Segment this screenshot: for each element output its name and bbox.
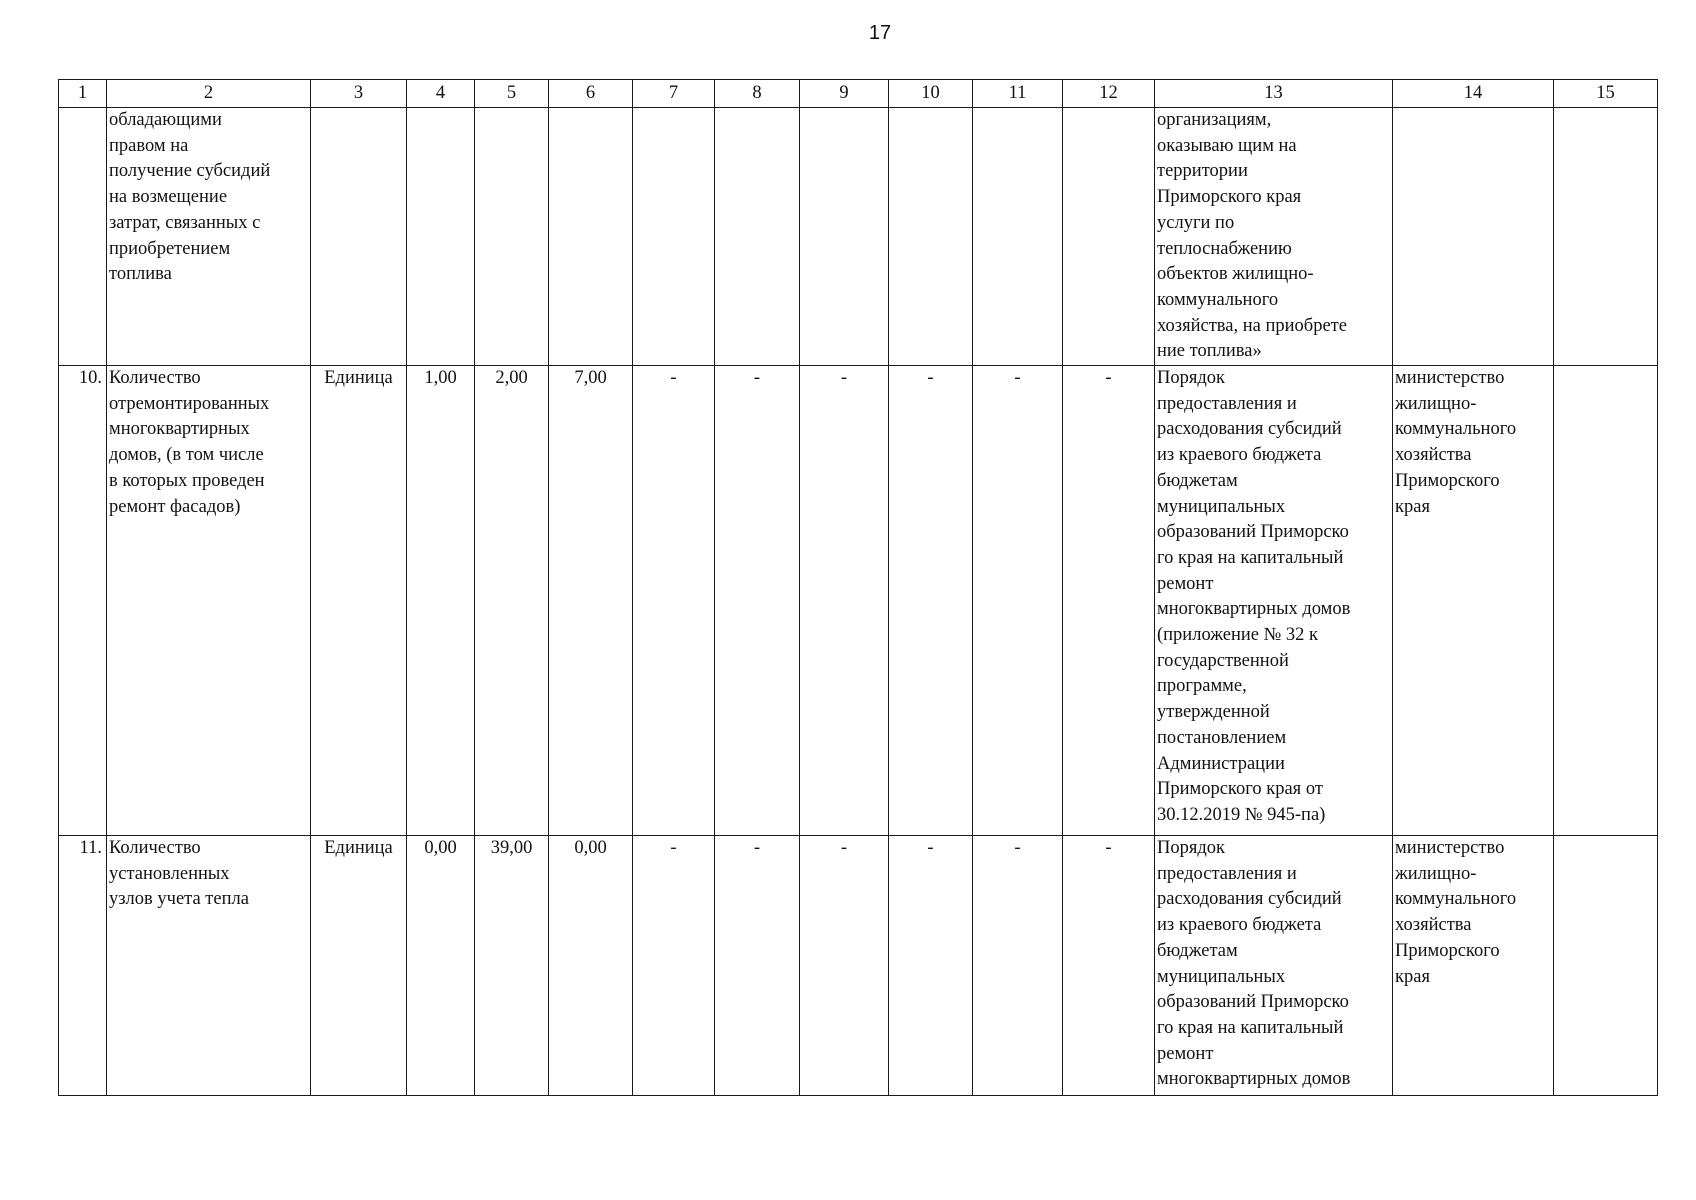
indicator-name: Количество отремонтированных многоквартирных домов, (в том числе в которых проведен ремонт фасадов): [107, 366, 311, 836]
value-cell: [889, 108, 973, 366]
row-number: [59, 108, 107, 366]
value-cell: [633, 108, 715, 366]
table-row-10: [59, 366, 1658, 836]
value-cell: [549, 108, 633, 366]
value-cell: [800, 108, 889, 366]
indicator-name: обладающими правом на получение субсидий на возмещение затрат, связанных с приобретением топлива: [107, 108, 311, 366]
unit-cell: Единица: [311, 366, 407, 836]
row-number: 11.: [59, 836, 107, 1096]
value-cell: -: [800, 366, 889, 836]
column-header: 7: [633, 80, 715, 108]
value-cell: -: [715, 836, 800, 1096]
value-cell: [715, 108, 800, 366]
indicators-table: [58, 79, 1658, 1096]
table-row-11: [59, 836, 1658, 1096]
column-header: 14: [1393, 80, 1554, 108]
column-header: 10: [889, 80, 973, 108]
responsible-body: [1393, 108, 1554, 366]
note-cell: [1554, 836, 1658, 1096]
column-header: 12: [1063, 80, 1155, 108]
value-cell: -: [633, 366, 715, 836]
column-header: 8: [715, 80, 800, 108]
regulation-document: Порядок предоставления и расходования субсидий из краевого бюджета бюджетам муниципальных образований Приморско го края на капитальный ремонт многоквартирных домов: [1155, 836, 1393, 1096]
table-row-continuation: [59, 108, 1658, 366]
value-cell: 39,00: [475, 836, 549, 1096]
value-cell: [407, 108, 475, 366]
value-cell: -: [973, 366, 1063, 836]
value-cell: 0,00: [407, 836, 475, 1096]
note-cell: [1554, 108, 1658, 366]
column-header: 13: [1155, 80, 1393, 108]
column-header: 3: [311, 80, 407, 108]
value-cell: [973, 108, 1063, 366]
column-header: 4: [407, 80, 475, 108]
value-cell: -: [889, 366, 973, 836]
value-cell: -: [1063, 366, 1155, 836]
unit-cell: [311, 108, 407, 366]
row-number: 10.: [59, 366, 107, 836]
column-header: 5: [475, 80, 549, 108]
value-cell: -: [973, 836, 1063, 1096]
column-header: 15: [1554, 80, 1658, 108]
column-header: 2: [107, 80, 311, 108]
column-number-row: [59, 80, 1658, 108]
value-cell: 2,00: [475, 366, 549, 836]
responsible-body: министерство жилищно- коммунального хозяйства Приморского края: [1393, 366, 1554, 836]
value-cell: -: [1063, 836, 1155, 1096]
column-header: 6: [549, 80, 633, 108]
indicator-name: Количество установленных узлов учета тепла: [107, 836, 311, 1096]
value-cell: -: [800, 836, 889, 1096]
value-cell: 0,00: [549, 836, 633, 1096]
value-cell: -: [889, 836, 973, 1096]
page-number: 17: [868, 22, 892, 44]
regulation-document: организациям, оказываю щим на территории Приморского края услуги по теплоснабжению объектов жилищно- коммунального хозяйства, на приобрете ние топлива»: [1155, 108, 1393, 366]
value-cell: 7,00: [549, 366, 633, 836]
responsible-body: министерство жилищно- коммунального хозяйства Приморского края: [1393, 836, 1554, 1096]
note-cell: [1554, 366, 1658, 836]
unit-cell: Единица: [311, 836, 407, 1096]
value-cell: -: [633, 836, 715, 1096]
value-cell: -: [715, 366, 800, 836]
regulation-document: Порядок предоставления и расходования субсидий из краевого бюджета бюджетам муниципальных образований Приморско го края на капитальный ремонт многоквартирных домов (приложение № 32 к государственной программе, утвержденной постановлением Администрации Приморского края от 30.12.2019 № 945-па): [1155, 366, 1393, 836]
value-cell: [475, 108, 549, 366]
column-header: 1: [59, 80, 107, 108]
column-header: 9: [800, 80, 889, 108]
value-cell: [1063, 108, 1155, 366]
column-header: 11: [973, 80, 1063, 108]
value-cell: 1,00: [407, 366, 475, 836]
